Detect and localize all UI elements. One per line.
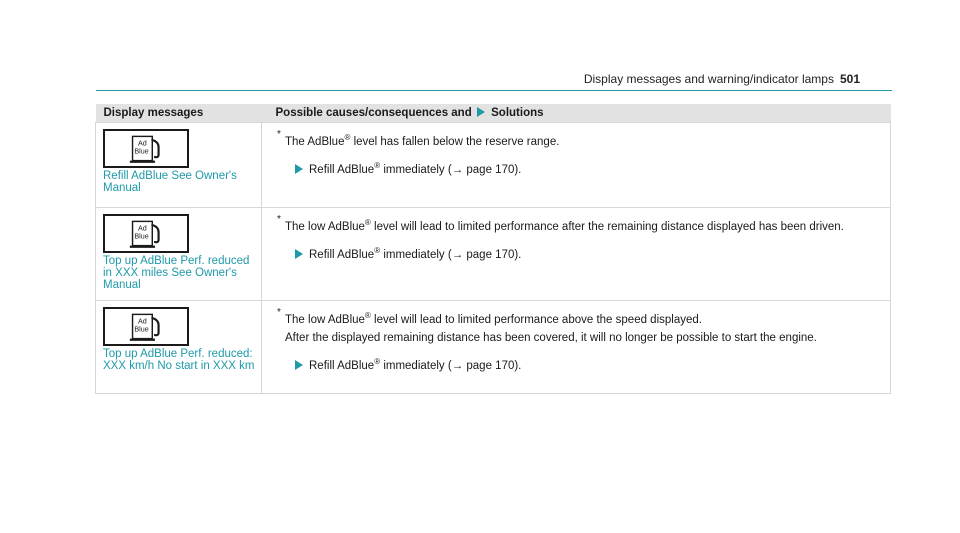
registered-mark: ®	[364, 311, 371, 320]
col-header-suffix: Solutions	[491, 107, 544, 119]
message-cell	[96, 301, 262, 394]
adblue-fuel-pump-icon	[103, 307, 189, 346]
cause-text	[277, 216, 880, 234]
registered-mark: ®	[374, 245, 381, 255]
solution-step	[295, 355, 880, 373]
table-row	[96, 123, 891, 208]
icon-label-ad: Ad	[138, 224, 147, 233]
registered-mark: ®	[344, 133, 351, 142]
cause-solution-cell	[262, 208, 891, 301]
col-header-display-messages: Display messages	[96, 104, 262, 123]
cause-part-b: level will lead to limited performance after the remaining distance displayed has been driven.	[370, 220, 844, 233]
display-message-text: Top up AdBlue Perf. reduced in XXX miles See Owner's Manual	[103, 255, 250, 291]
action-part-a: Refill AdBlue	[309, 359, 375, 372]
registered-mark: ®	[374, 356, 381, 366]
solution-step	[295, 244, 880, 262]
action-arrow-icon	[295, 164, 303, 174]
solution-step	[295, 159, 880, 177]
page-reference-link[interactable]: immediately (→ page 170).	[380, 359, 522, 372]
page-reference-link[interactable]: immediately (→ page 170).	[380, 163, 522, 176]
cause-solution-cell	[262, 123, 891, 208]
page-reference-link[interactable]: immediately (→ page 170).	[380, 248, 522, 261]
col-header-causes-solutions	[262, 104, 891, 123]
action-arrow-icon	[295, 249, 303, 259]
footnote-star: *	[277, 307, 281, 318]
registered-mark: ®	[364, 218, 371, 227]
cause-text-line2: After the displayed remaining distance has been covered, it will no longer be possible to start the engine.	[285, 331, 817, 344]
cause-part-b: level has fallen below the reserve range.	[350, 135, 560, 148]
action-part-a: Refill AdBlue	[309, 163, 375, 176]
table-row	[96, 208, 891, 301]
table-row	[96, 301, 891, 394]
cause-part-a: The low AdBlue	[285, 220, 365, 233]
page-header	[584, 72, 860, 86]
cause-part-a: The AdBlue	[285, 135, 345, 148]
action-arrow-icon	[295, 360, 303, 370]
display-message-text: Top up AdBlue Perf. reduced: XXX km/h No start in XXX km	[103, 348, 255, 372]
registered-mark: ®	[374, 160, 381, 170]
col-header-prefix: Possible causes/consequences and	[275, 107, 472, 119]
header-rule	[96, 90, 892, 91]
adblue-fuel-pump-icon	[103, 129, 189, 168]
cause-text	[277, 309, 880, 327]
message-cell	[96, 208, 262, 301]
page-number: 501	[839, 72, 860, 86]
icon-label-blue: Blue	[134, 325, 149, 334]
footnote-star: *	[277, 129, 281, 140]
cause-part-a: The low AdBlue	[285, 313, 365, 326]
icon-label-blue: Blue	[134, 147, 149, 156]
adblue-fuel-pump-icon	[103, 214, 189, 253]
footnote-star: *	[277, 214, 281, 225]
solution-arrow-icon	[477, 107, 485, 117]
display-message-text: Refill AdBlue See Owner's Manual	[103, 170, 237, 194]
display-messages-table	[95, 104, 891, 394]
action-part-a: Refill AdBlue	[309, 248, 375, 261]
cause-text	[277, 131, 880, 149]
cause-solution-cell	[262, 301, 891, 394]
message-cell	[96, 123, 262, 208]
cause-part-b: level will lead to limited performance above the speed displayed.	[370, 313, 702, 326]
table-header-row	[96, 104, 891, 123]
icon-label-ad: Ad	[138, 317, 147, 326]
icon-label-blue: Blue	[134, 232, 149, 241]
section-title: Display messages and warning/indicator lamps	[583, 72, 834, 86]
icon-label-ad: Ad	[138, 139, 147, 148]
